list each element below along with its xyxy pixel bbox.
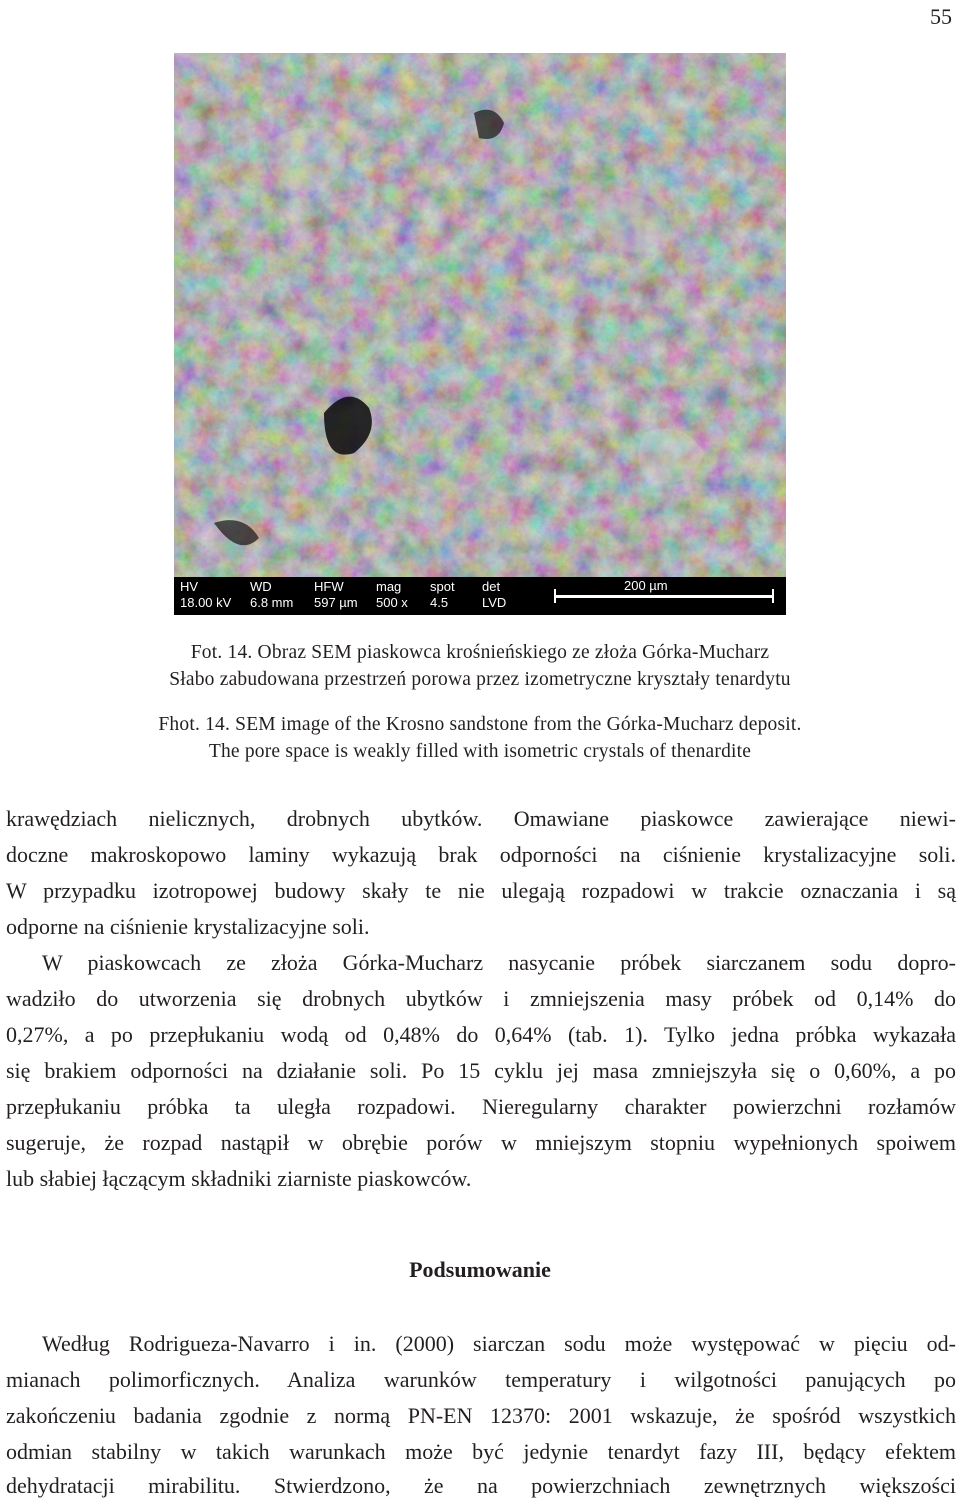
paragraph-1-line-1: krawędziach nielicznych, drobnych ubytków. Omawiane piaskowce zawierające niewi- (6, 806, 956, 831)
meta-det: det LVD (482, 579, 507, 610)
paragraph-2-line-6: sugeruje, że rozpad nastąpił w obrębie porów w mniejszym stopniu wypełnionych spoiwem (6, 1130, 956, 1155)
paragraph-2-line-3: 0,27%, a po przepłukaniu wodą od 0,48% do 0,64% (tab. 1). Tylko jedna próbka wykazała (6, 1022, 956, 1047)
section-heading: Podsumowanie (409, 1257, 551, 1282)
paragraph-1-line-2: doczne makroskopowo laminy wykazują brak odporności na ciśnienie krystalizacyjne soli. (6, 842, 956, 867)
scale-bar-right-tick (772, 589, 774, 603)
paragraph-3-line-3: zakończeniu badania zgodnie z normą PN-EN 12370: 2001 wskazuje, że spośród wszystkich (6, 1403, 956, 1428)
meta-wd: WD 6.8 mm (250, 579, 294, 610)
meta-mag: mag 500 x (376, 579, 408, 610)
paragraph-2-line-2: wadziło do utworzenia się drobnych ubytków i zmniejszenia masy próbek od 0,14% do (6, 986, 956, 1011)
paragraph-3-line-2: mianach polimorficznych. Analiza warunków temperatury i wilgotności panujących po (6, 1367, 956, 1392)
meta-hfw: HFW 597 µm (314, 579, 358, 610)
meta-hv: HV 18.00 kV (180, 579, 232, 610)
caption-pl-line-2: Słabo zabudowana przestrzeń porowa przez izometryczne kryształy tenardytu (169, 669, 791, 690)
paragraph-1-line-3: W przypadku izotropowej budowy skały te nie ulegają rozpadowi w trakcie oznaczania i są (6, 878, 956, 903)
caption-en-line-2: The pore space is weakly filled with isometric crystals of thenardite (208, 741, 752, 762)
sem-info-bar (174, 577, 786, 615)
sem-micrograph-image (174, 53, 786, 577)
page-number: 55 (930, 4, 952, 29)
paragraph-2-line-5: przepłukaniu próbka ta uległa rozpadowi. Nieregularny charakter powierzchni rozłamów (6, 1094, 956, 1119)
paragraph-2-line-4: się brakiem odporności na działanie soli. Po 15 cyklu jej masa zmniejszyła się o 0,60%, a po (6, 1058, 956, 1083)
paragraph-3-line-5: dehydratacji mirabilitu. Stwierdzono, że na powierzchniach zewnętrznych większości (6, 1473, 956, 1498)
caption-en-line-1: Fhot. 14. SEM image of the Krosno sandstone from the Górka-Mucharz deposit. (158, 714, 802, 735)
paragraph-3-line-1: Według Rodrigueza-Navarro i in. (2000) siarczan sodu może występować w pięciu od- (42, 1331, 956, 1356)
caption-pl-line-1: Fot. 14. Obraz SEM piaskowca krośnieńskiego ze złoża Górka-Mucharz (190, 642, 770, 663)
paragraph-2-line-1: W piaskowcach ze złoża Górka-Mucharz nasycanie próbek siarczanem sodu dopro- (42, 950, 956, 975)
paragraph-2-line-7: lub słabiej łączącym składniki ziarniste piaskowców. (6, 1166, 472, 1191)
paragraph-1-line-4: odporne na ciśnienie krystalizacyjne soli. (6, 914, 370, 939)
sem-figure (174, 53, 786, 615)
paragraph-3-line-4: odmian stabilny w takich warunkach może być jedynie tenardyt fazy III, będący efektem (6, 1439, 956, 1464)
scale-bar (554, 595, 774, 598)
scale-bar-label: 200 µm (624, 578, 668, 593)
meta-spot: spot 4.5 (430, 579, 455, 610)
